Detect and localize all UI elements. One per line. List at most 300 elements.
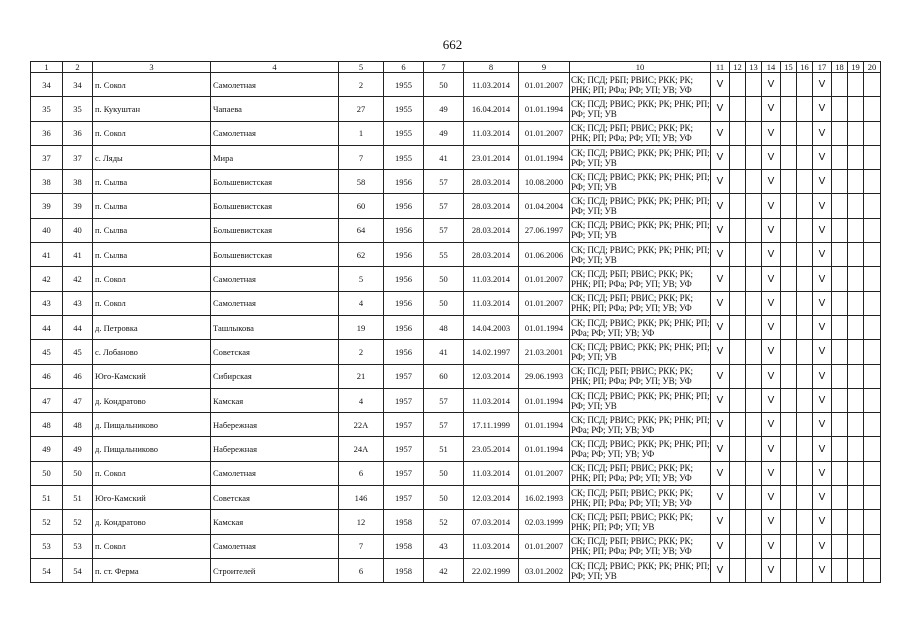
mark-col-17: V (813, 267, 832, 291)
empty-col-13 (746, 413, 762, 437)
work-types-cell: СК; ПСД; РВИС; РКК; РК; РНК; РП; РФ; УП; УВ (570, 388, 711, 412)
build-year-cell: 1955 (384, 121, 424, 145)
empty-col-18 (832, 170, 848, 194)
mark-col-14: V (762, 218, 781, 242)
date-2-cell: 10.08.2000 (519, 170, 570, 194)
empty-col-18 (832, 510, 848, 534)
empty-col-20 (864, 534, 881, 558)
house-number-cell: 4 (339, 388, 384, 412)
date-1-cell: 22.02.1999 (464, 558, 519, 582)
mark-col-17: V (813, 486, 832, 510)
empty-col-18 (832, 461, 848, 485)
street-cell: Советская (211, 340, 339, 364)
empty-col-20 (864, 97, 881, 121)
street-cell: Самолетная (211, 534, 339, 558)
mark-col-11: V (711, 461, 730, 485)
date-2-cell: 27.06.1997 (519, 218, 570, 242)
date-1-cell: 11.03.2014 (464, 388, 519, 412)
empty-col-19 (848, 340, 864, 364)
work-types-cell: СК; ПСД; РВИС; РКК; РК; РНК; РП; РФ; УП; УВ (570, 243, 711, 267)
work-types-cell: СК; ПСД; РБП; РВИС; РКК; РК; РНК; РП; РФа; РФ; УП; УВ; УФ (570, 121, 711, 145)
empty-col-19 (848, 437, 864, 461)
date-2-cell: 01.01.1994 (519, 145, 570, 169)
row-number: 51 (31, 486, 63, 510)
column-header: 5 (339, 62, 384, 73)
mark-col-14: V (762, 145, 781, 169)
house-number-cell: 146 (339, 486, 384, 510)
empty-col-15 (781, 145, 797, 169)
build-year-cell: 1958 (384, 558, 424, 582)
table-row (31, 267, 881, 291)
locality-cell: д. Петровка (93, 315, 211, 339)
street-cell: Самолетная (211, 461, 339, 485)
work-types-cell: СК; ПСД; РБП; РВИС; РКК; РК; РНК; РП; РФа; РФ; УП; УВ; УФ (570, 73, 711, 97)
street-cell: Советская (211, 486, 339, 510)
column-7-cell: 41 (424, 340, 464, 364)
date-1-cell: 11.03.2014 (464, 461, 519, 485)
locality-cell: д. Кондратово (93, 510, 211, 534)
street-cell: Набережная (211, 437, 339, 461)
house-number-cell: 21 (339, 364, 384, 388)
date-1-cell: 11.03.2014 (464, 291, 519, 315)
empty-col-13 (746, 170, 762, 194)
empty-col-20 (864, 315, 881, 339)
date-1-cell: 16.04.2014 (464, 97, 519, 121)
empty-col-13 (746, 194, 762, 218)
date-2-cell: 02.03.1999 (519, 510, 570, 534)
mark-col-17: V (813, 97, 832, 121)
row-number: 35 (31, 97, 63, 121)
empty-col-19 (848, 243, 864, 267)
street-cell: Чапаева (211, 97, 339, 121)
date-2-cell: 01.01.2007 (519, 461, 570, 485)
empty-col-13 (746, 340, 762, 364)
empty-col-15 (781, 510, 797, 534)
mark-col-14: V (762, 388, 781, 412)
table-row (31, 218, 881, 242)
row-number: 44 (31, 315, 63, 339)
house-number-cell: 62 (339, 243, 384, 267)
empty-col-16 (797, 364, 813, 388)
column-7-cell: 50 (424, 73, 464, 97)
street-cell: Мира (211, 145, 339, 169)
column-header: 13 (746, 62, 762, 73)
empty-col-16 (797, 121, 813, 145)
date-1-cell: 11.03.2014 (464, 73, 519, 97)
locality-cell: д. Кондратово (93, 388, 211, 412)
item-number: 42 (63, 267, 93, 291)
empty-col-19 (848, 558, 864, 582)
mark-col-11: V (711, 97, 730, 121)
street-cell: Большевистская (211, 194, 339, 218)
table-row (31, 170, 881, 194)
empty-col-15 (781, 73, 797, 97)
column-7-cell: 41 (424, 145, 464, 169)
work-types-cell: СК; ПСД; РВИС; РКК; РК; РНК; РП; РФ; УП; УВ (570, 97, 711, 121)
street-cell: Самолетная (211, 267, 339, 291)
table-row (31, 437, 881, 461)
empty-col-13 (746, 121, 762, 145)
column-7-cell: 49 (424, 97, 464, 121)
empty-col-13 (746, 558, 762, 582)
table-body (31, 73, 881, 583)
date-2-cell: 01.01.2007 (519, 73, 570, 97)
mark-col-14: V (762, 340, 781, 364)
locality-cell: п. Сокол (93, 291, 211, 315)
column-header: 1 (31, 62, 63, 73)
empty-col-20 (864, 145, 881, 169)
empty-col-13 (746, 510, 762, 534)
mark-col-11: V (711, 73, 730, 97)
locality-cell: Юго-Камский (93, 486, 211, 510)
column-number-row (31, 62, 881, 73)
empty-col-18 (832, 145, 848, 169)
empty-col-19 (848, 534, 864, 558)
date-2-cell: 21.03.2001 (519, 340, 570, 364)
locality-cell: п. Сылва (93, 218, 211, 242)
empty-col-16 (797, 291, 813, 315)
empty-col-12 (730, 218, 746, 242)
column-header: 3 (93, 62, 211, 73)
empty-col-20 (864, 364, 881, 388)
empty-col-15 (781, 291, 797, 315)
table-row (31, 340, 881, 364)
empty-col-19 (848, 170, 864, 194)
work-types-cell: СК; ПСД; РБП; РВИС; РКК; РК; РНК; РП; РФа; РФ; УП; УВ; УФ (570, 461, 711, 485)
item-number: 48 (63, 413, 93, 437)
item-number: 34 (63, 73, 93, 97)
build-year-cell: 1956 (384, 291, 424, 315)
build-year-cell: 1957 (384, 437, 424, 461)
empty-col-12 (730, 145, 746, 169)
build-year-cell: 1956 (384, 340, 424, 364)
empty-col-16 (797, 534, 813, 558)
house-number-cell: 1 (339, 121, 384, 145)
mark-col-14: V (762, 558, 781, 582)
street-cell: Самолетная (211, 73, 339, 97)
empty-col-12 (730, 315, 746, 339)
house-number-cell: 24А (339, 437, 384, 461)
empty-col-20 (864, 486, 881, 510)
date-2-cell: 01.04.2004 (519, 194, 570, 218)
row-number: 45 (31, 340, 63, 364)
empty-col-20 (864, 388, 881, 412)
column-7-cell: 55 (424, 243, 464, 267)
empty-col-16 (797, 558, 813, 582)
empty-col-12 (730, 97, 746, 121)
build-year-cell: 1957 (384, 364, 424, 388)
mark-col-11: V (711, 437, 730, 461)
house-number-cell: 6 (339, 558, 384, 582)
column-7-cell: 57 (424, 388, 464, 412)
empty-col-12 (730, 340, 746, 364)
empty-col-19 (848, 73, 864, 97)
street-cell: Самолетная (211, 291, 339, 315)
house-number-cell: 7 (339, 534, 384, 558)
house-number-cell: 58 (339, 170, 384, 194)
empty-col-19 (848, 388, 864, 412)
empty-col-12 (730, 510, 746, 534)
row-number: 36 (31, 121, 63, 145)
housing-register-table (30, 61, 881, 583)
empty-col-16 (797, 340, 813, 364)
empty-col-20 (864, 510, 881, 534)
empty-col-19 (848, 315, 864, 339)
empty-col-16 (797, 170, 813, 194)
date-1-cell: 23.05.2014 (464, 437, 519, 461)
empty-col-13 (746, 218, 762, 242)
empty-col-16 (797, 413, 813, 437)
work-types-cell: СК; ПСД; РВИС; РКК; РК; РНК; РП; РФ; УП; УВ (570, 194, 711, 218)
empty-col-19 (848, 194, 864, 218)
mark-col-17: V (813, 461, 832, 485)
build-year-cell: 1957 (384, 388, 424, 412)
mark-col-17: V (813, 170, 832, 194)
empty-col-12 (730, 121, 746, 145)
build-year-cell: 1958 (384, 534, 424, 558)
mark-col-14: V (762, 413, 781, 437)
row-number: 54 (31, 558, 63, 582)
empty-col-15 (781, 194, 797, 218)
empty-col-16 (797, 97, 813, 121)
row-number: 47 (31, 388, 63, 412)
date-2-cell: 01.01.1994 (519, 437, 570, 461)
street-cell: Большевистская (211, 170, 339, 194)
empty-col-18 (832, 534, 848, 558)
house-number-cell: 6 (339, 461, 384, 485)
build-year-cell: 1956 (384, 194, 424, 218)
date-2-cell: 01.01.2007 (519, 121, 570, 145)
empty-col-15 (781, 243, 797, 267)
empty-col-16 (797, 315, 813, 339)
mark-col-17: V (813, 73, 832, 97)
empty-col-15 (781, 170, 797, 194)
house-number-cell: 5 (339, 267, 384, 291)
column-7-cell: 52 (424, 510, 464, 534)
mark-col-14: V (762, 73, 781, 97)
empty-col-20 (864, 267, 881, 291)
item-number: 50 (63, 461, 93, 485)
empty-col-16 (797, 388, 813, 412)
empty-col-19 (848, 510, 864, 534)
date-2-cell: 03.01.2002 (519, 558, 570, 582)
table-row (31, 73, 881, 97)
work-types-cell: СК; ПСД; РВИС; РКК; РК; РНК; РП; РФ; УП; УВ (570, 218, 711, 242)
mark-col-11: V (711, 486, 730, 510)
build-year-cell: 1955 (384, 145, 424, 169)
work-types-cell: СК; ПСД; РВИС; РКК; РК; РНК; РП; РФ; УП; УВ (570, 145, 711, 169)
date-1-cell: 12.03.2014 (464, 486, 519, 510)
table-row (31, 97, 881, 121)
column-header: 8 (464, 62, 519, 73)
mark-col-11: V (711, 145, 730, 169)
row-number: 48 (31, 413, 63, 437)
empty-col-13 (746, 486, 762, 510)
empty-col-19 (848, 291, 864, 315)
empty-col-13 (746, 243, 762, 267)
mark-col-14: V (762, 97, 781, 121)
work-types-cell: СК; ПСД; РБП; РВИС; РКК; РК; РНК; РП; РФа; РФ; УП; УВ; УФ (570, 291, 711, 315)
table-row (31, 243, 881, 267)
mark-col-14: V (762, 510, 781, 534)
locality-cell: п. Сылва (93, 243, 211, 267)
table-row (31, 534, 881, 558)
item-number: 51 (63, 486, 93, 510)
empty-col-18 (832, 218, 848, 242)
street-cell: Ташлыкова (211, 315, 339, 339)
empty-col-12 (730, 437, 746, 461)
house-number-cell: 27 (339, 97, 384, 121)
item-number: 40 (63, 218, 93, 242)
mark-col-17: V (813, 534, 832, 558)
mark-col-17: V (813, 121, 832, 145)
column-header: 6 (384, 62, 424, 73)
empty-col-16 (797, 218, 813, 242)
date-1-cell: 17.11.1999 (464, 413, 519, 437)
mark-col-17: V (813, 243, 832, 267)
table-row (31, 486, 881, 510)
empty-col-18 (832, 388, 848, 412)
locality-cell: п. Сылва (93, 170, 211, 194)
empty-col-20 (864, 73, 881, 97)
mark-col-11: V (711, 267, 730, 291)
column-7-cell: 50 (424, 291, 464, 315)
empty-col-16 (797, 267, 813, 291)
locality-cell: п. ст. Ферма (93, 558, 211, 582)
empty-col-18 (832, 243, 848, 267)
empty-col-19 (848, 461, 864, 485)
empty-col-15 (781, 97, 797, 121)
locality-cell: п. Сокол (93, 534, 211, 558)
empty-col-15 (781, 534, 797, 558)
house-number-cell: 4 (339, 291, 384, 315)
item-number: 45 (63, 340, 93, 364)
date-2-cell: 01.01.2007 (519, 291, 570, 315)
mark-col-11: V (711, 121, 730, 145)
row-number: 34 (31, 73, 63, 97)
locality-cell: п. Сокол (93, 461, 211, 485)
empty-col-15 (781, 315, 797, 339)
date-2-cell: 16.02.1993 (519, 486, 570, 510)
mark-col-11: V (711, 340, 730, 364)
empty-col-15 (781, 267, 797, 291)
item-number: 53 (63, 534, 93, 558)
column-header: 16 (797, 62, 813, 73)
column-7-cell: 51 (424, 437, 464, 461)
column-7-cell: 57 (424, 194, 464, 218)
date-1-cell: 11.03.2014 (464, 121, 519, 145)
empty-col-16 (797, 243, 813, 267)
street-cell: Большевистская (211, 243, 339, 267)
mark-col-14: V (762, 170, 781, 194)
table-row (31, 315, 881, 339)
work-types-cell: СК; ПСД; РБП; РВИС; РКК; РК; РНК; РП; РФа; РФ; УП; УВ; УФ (570, 364, 711, 388)
date-2-cell: 01.01.1994 (519, 388, 570, 412)
date-2-cell: 01.01.1994 (519, 97, 570, 121)
mark-col-14: V (762, 534, 781, 558)
empty-col-13 (746, 437, 762, 461)
column-7-cell: 57 (424, 413, 464, 437)
empty-col-12 (730, 364, 746, 388)
empty-col-19 (848, 364, 864, 388)
street-cell: Большевистская (211, 218, 339, 242)
mark-col-11: V (711, 413, 730, 437)
column-header: 12 (730, 62, 746, 73)
column-header: 15 (781, 62, 797, 73)
date-1-cell: 28.03.2014 (464, 243, 519, 267)
row-number: 43 (31, 291, 63, 315)
empty-col-13 (746, 364, 762, 388)
empty-col-18 (832, 486, 848, 510)
row-number: 38 (31, 170, 63, 194)
page-number: 662 (442, 37, 463, 52)
column-header: 19 (848, 62, 864, 73)
item-number: 39 (63, 194, 93, 218)
mark-col-17: V (813, 194, 832, 218)
empty-col-18 (832, 315, 848, 339)
row-number: 40 (31, 218, 63, 242)
empty-col-12 (730, 170, 746, 194)
house-number-cell: 22А (339, 413, 384, 437)
street-cell: Самолетная (211, 121, 339, 145)
empty-col-20 (864, 218, 881, 242)
date-1-cell: 12.03.2014 (464, 364, 519, 388)
empty-col-13 (746, 73, 762, 97)
empty-col-16 (797, 461, 813, 485)
locality-cell: д. Пищальниково (93, 413, 211, 437)
empty-col-16 (797, 437, 813, 461)
empty-col-20 (864, 121, 881, 145)
empty-col-18 (832, 97, 848, 121)
empty-col-18 (832, 413, 848, 437)
mark-col-17: V (813, 510, 832, 534)
locality-cell: п. Сылва (93, 194, 211, 218)
mark-col-11: V (711, 315, 730, 339)
street-cell: Сибирская (211, 364, 339, 388)
empty-col-16 (797, 194, 813, 218)
item-number: 37 (63, 145, 93, 169)
empty-col-18 (832, 558, 848, 582)
mark-col-14: V (762, 194, 781, 218)
empty-col-20 (864, 558, 881, 582)
empty-col-15 (781, 388, 797, 412)
empty-col-12 (730, 388, 746, 412)
mark-col-17: V (813, 218, 832, 242)
row-number: 46 (31, 364, 63, 388)
empty-col-18 (832, 291, 848, 315)
empty-col-13 (746, 145, 762, 169)
date-2-cell: 01.01.1994 (519, 315, 570, 339)
mark-col-11: V (711, 170, 730, 194)
mark-col-14: V (762, 243, 781, 267)
date-2-cell: 01.01.2007 (519, 267, 570, 291)
work-types-cell: СК; ПСД; РВИС; РКК; РК; РНК; РП; РФа; РФ; УП; УВ; УФ (570, 413, 711, 437)
date-1-cell: 07.03.2014 (464, 510, 519, 534)
empty-col-19 (848, 218, 864, 242)
empty-col-12 (730, 486, 746, 510)
street-cell: Строителей (211, 558, 339, 582)
table-row (31, 388, 881, 412)
empty-col-12 (730, 267, 746, 291)
work-types-cell: СК; ПСД; РВИС; РКК; РК; РНК; РП; РФ; УП; УВ (570, 340, 711, 364)
column-7-cell: 43 (424, 534, 464, 558)
column-header: 11 (711, 62, 730, 73)
locality-cell: Юго-Камский (93, 364, 211, 388)
empty-col-12 (730, 73, 746, 97)
mark-col-14: V (762, 291, 781, 315)
mark-col-11: V (711, 534, 730, 558)
item-number: 52 (63, 510, 93, 534)
